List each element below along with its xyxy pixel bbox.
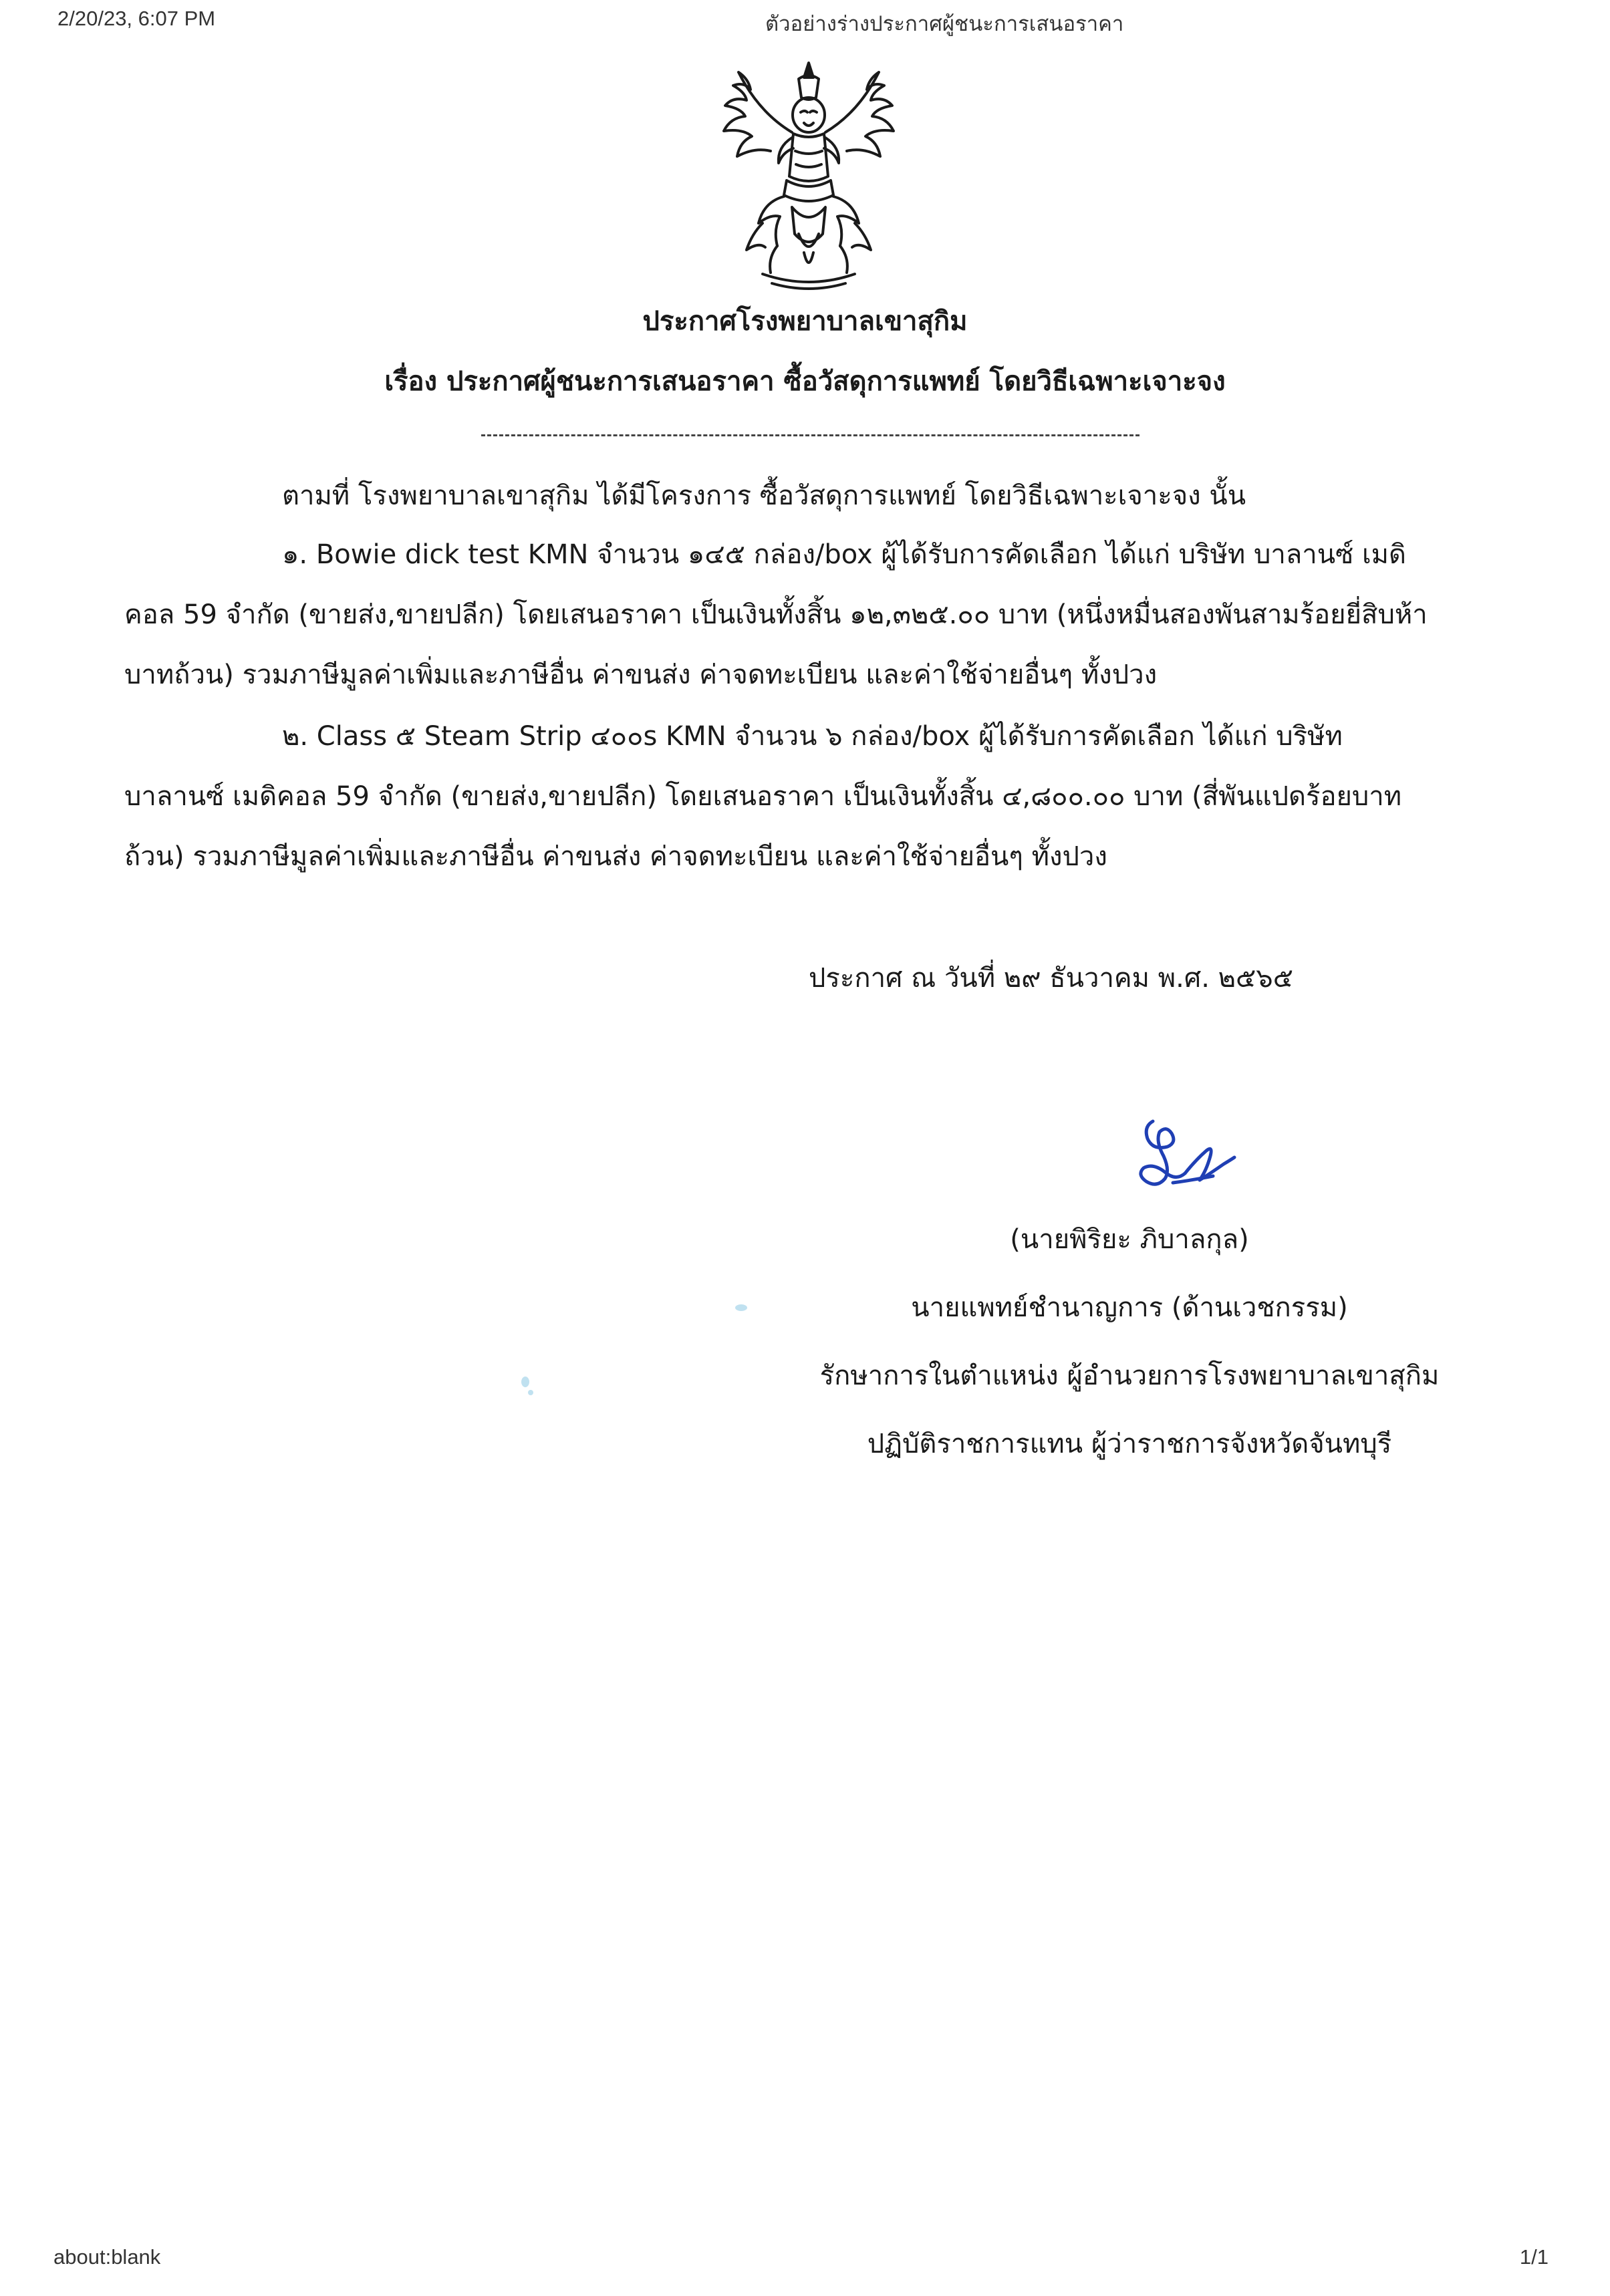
item1-line2: คอล 59 จำกัด (ขายส่ง,ขายปลีก) โดยเสนอราคา เป็นเงินทั้งสิ้น ๑๒,๓๒๕.๐๐ บาท (หนึ่งหมื่นสองพันสามร้อยยี่สิบห้า bbox=[124, 599, 1428, 630]
item2-line1: ๒. Class ๕ Steam Strip ๔๐๐s KMN จำนวน ๖ กล่อง/box ผู้ได้รับการคัดเลือก ได้แก่ บริษัท bbox=[282, 721, 1343, 752]
signatory-name: (นายพิริยะ ภิบาลกุล) bbox=[1010, 1224, 1249, 1255]
scan-speck bbox=[521, 1377, 529, 1387]
handwritten-signature-icon bbox=[1106, 1109, 1240, 1209]
announcement-title: ประกาศโรงพยาบาลเขาสุกิม bbox=[642, 306, 968, 337]
signatory-acting-position: รักษาการในตำแหน่ง ผู้อำนวยการโรงพยาบาลเขาสุกิม bbox=[819, 1360, 1440, 1391]
intro-paragraph: ตามที่ โรงพยาบาลเขาสุกิม ได้มีโครงการ ซื้อวัสดุการแพทย์ โดยวิธีเฉพาะเจาะจง นั้น bbox=[282, 480, 1246, 511]
item2-line2: บาลานซ์ เมดิคอล 59 จำกัด (ขายส่ง,ขายปลีก) โดยเสนอราคา เป็นเงินทั้งสิ้น ๔,๘๐๐.๐๐ บาท (สี่พันแปดร้อยบาท bbox=[124, 781, 1402, 812]
garuda-emblem-icon bbox=[698, 59, 919, 294]
signatory-on-behalf-of: ปฏิบัติราชการแทน ผู้ว่าราชการจังหวัดจันทบุรี bbox=[867, 1429, 1392, 1459]
announcement-subject: เรื่อง ประกาศผู้ชนะการเสนอราคา ซื้อวัสดุการแพทย์ โดยวิธีเฉพาะเจาะจง bbox=[384, 366, 1226, 397]
scan-speck bbox=[735, 1304, 747, 1311]
item2-line3: ถ้วน) รวมภาษีมูลค่าเพิ่มและภาษีอื่น ค่าขนส่ง ค่าจดทะเบียน และค่าใช้จ่ายอื่นๆ ทั้งปวง bbox=[124, 841, 1107, 872]
item1-line1: ๑. Bowie dick test KMN จำนวน ๑๔๕ กล่อง/box ผู้ได้รับการคัดเลือก ได้แก่ บริษัท บาลานซ์ เมดิ bbox=[282, 539, 1406, 570]
signatory-position: นายแพทย์ชำนาญการ (ด้านเวชกรรม) bbox=[911, 1292, 1348, 1323]
browser-print-footer bbox=[0, 2245, 1610, 2275]
print-url: about:blank bbox=[53, 2245, 161, 2269]
scan-speck bbox=[528, 1390, 533, 1395]
separator-line bbox=[481, 434, 1139, 436]
announcement-date: ประกาศ ณ วันที่ ๒๙ ธันวาคม พ.ศ. ๒๕๖๕ bbox=[809, 963, 1293, 994]
print-page-number: 1/1 bbox=[1519, 2245, 1549, 2269]
browser-print-header bbox=[0, 7, 1610, 36]
item1-line3: บาทถ้วน) รวมภาษีมูลค่าเพิ่มและภาษีอื่น ค่าขนส่ง ค่าจดทะเบียน และค่าใช้จ่ายอื่นๆ ทั้งปวง bbox=[124, 660, 1158, 690]
print-datetime: 2/20/23, 6:07 PM bbox=[57, 7, 216, 30]
print-page-title: ตัวอย่างร่างประกาศผู้ชนะการเสนอราคา bbox=[765, 12, 1124, 35]
